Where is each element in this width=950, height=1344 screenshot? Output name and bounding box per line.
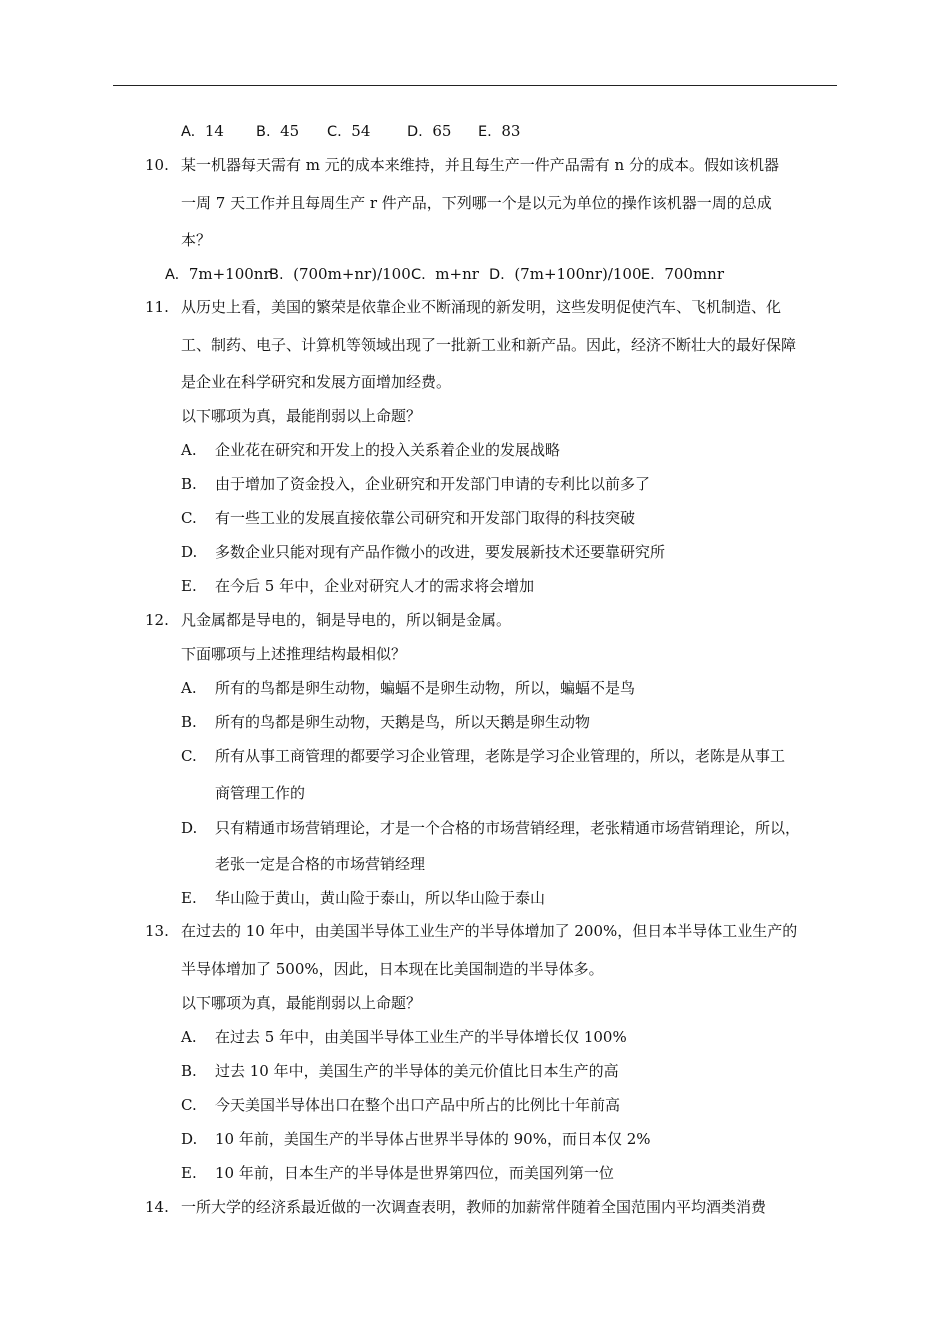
q10-option-c: C. m+nr xyxy=(411,265,479,283)
q10-option-b: B. (700m+nr)/100 xyxy=(269,265,411,283)
question-text: 工、制药、电子、计算机等领域出现了一批新工业和新产品。因此，经济不断壮大的最好保障 xyxy=(181,336,797,354)
option-letter: D. xyxy=(181,819,198,837)
question-number: 13. xyxy=(145,922,169,940)
question-number: 14. xyxy=(145,1198,169,1216)
question-prompt: 以下哪项为真，最能削弱以上命题？ xyxy=(181,407,422,425)
option-letter: B. xyxy=(181,475,197,493)
q10-option-e: E. 700mnr xyxy=(641,265,725,283)
option-text: 所有的鸟都是卵生动物，天鹅是鸟，所以天鹅是卵生动物 xyxy=(215,713,591,731)
q10-option-a: A. 7m+100nr xyxy=(165,265,271,283)
q10-option-d: D. (7m+100nr)/100 xyxy=(489,265,642,283)
q9-option-d: D. 65 xyxy=(407,122,452,140)
option-text: 10 年前，日本生产的半导体是世界第四位，而美国列第一位 xyxy=(215,1164,614,1182)
option-text: 有一些工业的发展直接依靠公司研究和开发部门取得的科技突破 xyxy=(215,509,636,527)
option-letter: C. xyxy=(181,509,197,527)
option-letter: E. xyxy=(181,889,197,907)
option-text: 企业花在研究和开发上的投入关系着企业的发展战略 xyxy=(215,441,561,459)
option-letter: A. xyxy=(181,679,197,697)
q9-option-a: A. 14 xyxy=(181,122,224,140)
option-letter: D. xyxy=(181,543,198,561)
q9-option-b: B. 45 xyxy=(256,122,300,140)
header-rule xyxy=(113,85,837,86)
option-text-continued: 老张一定是合格的市场营销经理 xyxy=(215,855,426,873)
option-text: 过去 10 年中，美国生产的半导体的美元价值比日本生产的高 xyxy=(215,1062,619,1080)
option-letter: E. xyxy=(181,1164,197,1182)
option-letter: C. xyxy=(181,747,197,765)
option-text-continued: 商管理工作的 xyxy=(215,784,306,802)
question-text: 某一机器每天需有 m 元的成本来维持，并且每生产一件产品需有 n 分的成本。假如该机器 xyxy=(181,156,779,174)
option-letter: A. xyxy=(181,441,197,459)
option-text: 10 年前，美国生产的半导体占世界半导体的 90%，而日本仅 2% xyxy=(215,1130,651,1148)
option-text: 所有从事工商管理的都要学习企业管理，老陈是学习企业管理的，所以，老陈是从事工 xyxy=(215,747,786,765)
option-text: 今天美国半导体出口在整个出口产品中所占的比例比十年前高 xyxy=(215,1096,621,1114)
option-text: 所有的鸟都是卵生动物，蝙蝠不是卵生动物，所以，蝙蝠不是鸟 xyxy=(215,679,636,697)
option-text: 在过去 5 年中，由美国半导体工业生产的半导体增长仅 100% xyxy=(215,1028,627,1046)
question-text: 一所大学的经济系最近做的一次调查表明，教师的加薪常伴随着全国范围内平均酒类消费 xyxy=(181,1198,767,1216)
option-text: 由于增加了资金投入，企业研究和开发部门申请的专利比以前多了 xyxy=(215,475,651,493)
question-text: 从历史上看，美国的繁荣是依靠企业不断涌现的新发明，这些发明促使汽车、飞机制造、化 xyxy=(181,298,782,316)
question-text: 凡金属都是导电的，铜是导电的，所以铜是金属。 xyxy=(181,611,512,629)
question-text: 半导体增加了 500%，因此，日本现在比美国制造的半导体多。 xyxy=(181,960,604,978)
q9-option-c: C. 54 xyxy=(327,122,371,140)
option-letter: C. xyxy=(181,1096,197,1114)
question-number: 11. xyxy=(145,298,169,316)
question-number: 10. xyxy=(145,156,169,174)
option-letter: D. xyxy=(181,1130,198,1148)
question-text: 是企业在科学研究和发展方面增加经费。 xyxy=(181,373,452,391)
question-number: 12. xyxy=(145,611,169,629)
option-text: 多数企业只能对现有产品作微小的改进，要发展新技术还要靠研究所 xyxy=(215,543,666,561)
question-text: 本？ xyxy=(181,231,212,249)
option-letter: B. xyxy=(181,713,197,731)
q9-option-e: E. 83 xyxy=(478,122,521,140)
option-letter: E. xyxy=(181,577,197,595)
question-text: 在过去的 10 年中，由美国半导体工业生产的半导体增加了 200%，但日本半导体工业生产的 xyxy=(181,922,798,940)
option-text: 华山险于黄山，黄山险于泰山，所以华山险于泰山 xyxy=(215,889,546,907)
question-text: 一周 7 天工作并且每周生产 r 件产品，下列哪一个是以元为单位的操作该机器一周的总成 xyxy=(181,194,772,212)
option-letter: A. xyxy=(181,1028,197,1046)
question-prompt: 下面哪项与上述推理结构最相似？ xyxy=(181,645,407,663)
option-text: 在今后 5 年中，企业对研究人才的需求将会增加 xyxy=(215,577,535,595)
option-text: 只有精通市场营销理论，才是一个合格的市场营销经理，老张精通市场营销理论，所以， xyxy=(215,819,801,837)
question-prompt: 以下哪项为真，最能削弱以上命题？ xyxy=(181,994,422,1012)
option-letter: B. xyxy=(181,1062,197,1080)
